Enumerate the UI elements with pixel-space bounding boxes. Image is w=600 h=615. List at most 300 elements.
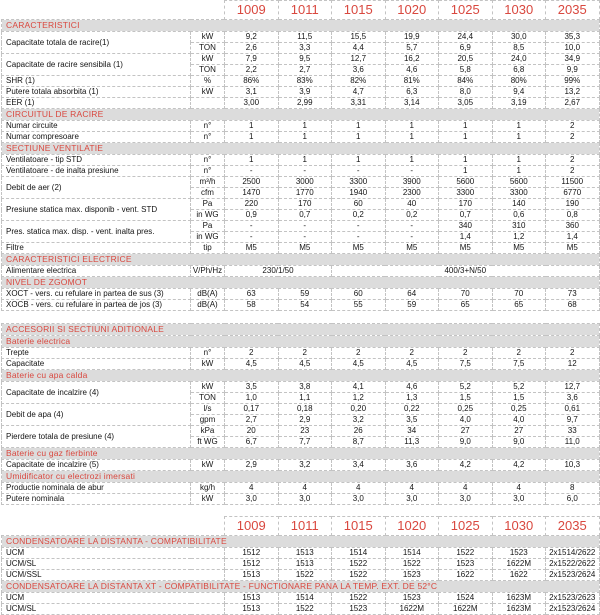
value-cell: - [225,232,279,243]
row-label: Numar compresoare [2,132,191,143]
value-cell: 3,2 [332,415,386,426]
value-cell: 12 [546,359,600,370]
value-cell: 65 [439,300,493,311]
value-cell: 3,0 [385,494,439,505]
table-row [2,221,600,232]
value-cell: 0,7 [439,210,493,221]
value-cell: 2300 [385,188,439,199]
value-cell: 8 [546,483,600,494]
value-cell: 1 [332,155,386,166]
unit-cell: TON [191,393,225,404]
model-cell: 1011 [278,1,332,20]
row-label: UCM [2,548,225,559]
value-cell: 1523 [492,548,546,559]
value-cell: - [225,221,279,232]
value-cell: 3,2 [278,460,332,471]
value-cell: 2 [439,348,493,359]
value-cell: 35,3 [546,32,600,43]
value-cell: 2x1523/2624 [546,604,600,615]
value-cell: 9,9 [546,65,600,76]
value-cell: 1,5 [492,393,546,404]
value-cell: 1 [385,132,439,143]
value-cell: 3,0 [225,494,279,505]
value-cell: 40 [385,199,439,210]
models-header-row [2,517,600,536]
value-cell: 4,0 [492,415,546,426]
row-label: Debit de aer (2) [2,177,191,199]
value-cell: 0,61 [546,404,600,415]
value-cell: 1622 [492,570,546,581]
value-cell: 0,18 [278,404,332,415]
unit-cell: m³/h [191,177,225,188]
value-cell: 1514 [278,593,332,604]
value-cell: - [332,232,386,243]
value-cell: 1523 [385,593,439,604]
unit-cell: kW [191,494,225,505]
table-row [2,243,600,254]
table-row [2,166,600,177]
value-cell: 1770 [278,188,332,199]
value-cell: 310 [492,221,546,232]
value-cell: 4 [439,483,493,494]
value-cell: 1,0 [225,393,279,404]
section-title: Baterie cu apa calda [2,370,600,382]
value-cell: 24,4 [439,32,493,43]
value-cell: 1940 [332,188,386,199]
value-cell: 7,9 [225,54,279,65]
unit-cell: kW [191,460,225,471]
model-cell: 1015 [332,517,386,536]
value-cell: 5,2 [492,382,546,393]
value-cell: 2,2 [225,65,279,76]
unit-cell: V/Ph/Hz [191,266,225,277]
value-cell: 64 [385,289,439,300]
value-cell: - [332,166,386,177]
value-cell: 2 [492,348,546,359]
models-header-spacer [2,1,225,20]
model-cell: 1025 [439,517,493,536]
value-cell: 1,3 [385,393,439,404]
table-row [2,593,600,604]
value-cell: 1,1 [278,393,332,404]
table-row [2,382,600,393]
value-cell: 8,7 [332,437,386,448]
value-cell: 1,2 [492,232,546,243]
value-cell: 1,5 [439,393,493,404]
value-cell: 1513 [225,604,279,615]
value-cell: 1522 [332,559,386,570]
row-label: Pierdere totala de presiune (4) [2,426,191,448]
value-cell: 2x1522/2622 [546,559,600,570]
value-cell: 6,0 [546,494,600,505]
value-cell: M5 [225,243,279,254]
value-cell: 1,4 [546,232,600,243]
value-cell: 3,6 [546,393,600,404]
value-cell: 1 [385,155,439,166]
value-cell: 20,5 [439,54,493,65]
subsection-header-row [2,448,600,460]
value-cell: 3,31 [332,98,386,109]
value-cell: 2 [278,348,332,359]
value-cell: 6,9 [439,43,493,54]
value-cell: 86% [225,76,279,87]
model-cell: 1030 [492,517,546,536]
row-label: Capacitate totala de racire(1) [2,32,191,54]
value-cell: 7,5 [439,359,493,370]
value-cell: 1514 [385,548,439,559]
model-cell: 1009 [225,517,279,536]
value-cell: 2 [332,348,386,359]
value-cell: 140 [492,199,546,210]
value-cell: 6,8 [492,65,546,76]
value-cell: 5600 [439,177,493,188]
table-row [2,604,600,615]
value-cell: 3300 [332,177,386,188]
row-label: SHR (1) [2,76,191,87]
value-cell: 1514 [332,548,386,559]
value-cell: - [278,232,332,243]
table-row [2,559,600,570]
unit-cell: TON [191,65,225,76]
value-cell: 1622M [492,559,546,570]
value-cell: 68 [546,300,600,311]
value-cell: 1522 [332,570,386,581]
model-cell: 1011 [278,517,332,536]
value-cell: M5 [332,243,386,254]
value-cell: 70 [439,289,493,300]
value-cell: 55 [332,300,386,311]
value-cell: 59 [278,289,332,300]
value-cell: 3,5 [225,382,279,393]
value-cell: 4,0 [439,415,493,426]
value-cell: 10,3 [546,460,600,471]
condensers-table [1,516,600,615]
value-cell: - [278,166,332,177]
value-cell: 0,25 [492,404,546,415]
table-row [2,300,600,311]
value-cell: 1522 [332,593,386,604]
unit-cell: l/s [191,404,225,415]
value-cell: 34,9 [546,54,600,65]
table-row [2,266,600,277]
value-cell: 2 [546,155,600,166]
unit-cell: kW [191,32,225,43]
value-cell: 6,3 [385,87,439,98]
model-cell: 2035 [546,1,600,20]
condensers-table-body [2,517,600,615]
unit-cell: in WG [191,210,225,221]
value-cell: 1 [278,132,332,143]
value-cell: 0,20 [332,404,386,415]
row-label: UCM [2,593,225,604]
section-title: CONDENSATOARE LA DISTANTA XT - COMPATIBILITATE - FUNCTIONARE PANA LA TEMP. EXT. DE 52°C [2,581,600,593]
value-cell: 3,5 [385,415,439,426]
value-cell: 0,8 [546,210,600,221]
model-cell: 2035 [546,517,600,536]
table-row [2,570,600,581]
table-row [2,54,600,65]
value-cell: 4,6 [385,65,439,76]
value-cell: M5 [278,243,332,254]
models-header-spacer [2,517,225,536]
value-cell: 16,2 [385,54,439,65]
value-cell: 3,3 [278,43,332,54]
value-cell: 1623M [492,604,546,615]
value-cell: 6,7 [225,437,279,448]
value-cell: 1,2 [332,393,386,404]
row-label: Capacitate de racire sensibila (1) [2,54,191,76]
unit-cell: n° [191,155,225,166]
value-cell: 27 [439,426,493,437]
unit-cell: kg/h [191,483,225,494]
value-cell: 11500 [546,177,600,188]
table-row [2,348,600,359]
value-cell: 23 [278,426,332,437]
unit-cell: gpm [191,415,225,426]
value-cell: 63 [225,289,279,300]
value-cell: 1470 [225,188,279,199]
value-cell: 1622M [385,604,439,615]
table-row [2,98,600,109]
row-label: Capacitate [2,359,191,370]
unit-cell: cfm [191,188,225,199]
value-cell: - [332,221,386,232]
model-cell: 1020 [385,517,439,536]
value-cell: 30,0 [492,32,546,43]
value-cell: 1523 [332,604,386,615]
value-cell: 4,4 [332,43,386,54]
value-cell: 170 [278,199,332,210]
value-cell: 1523 [439,559,493,570]
value-cell: 1513 [278,559,332,570]
value-cell: 4,1 [332,382,386,393]
value-cell: 15,5 [332,32,386,43]
unit-cell: in WG [191,232,225,243]
model-cell: 1020 [385,1,439,20]
value-cell: 2 [546,348,600,359]
value-cell: 70 [492,289,546,300]
row-label: Capacitate de incalzire (5) [2,460,191,471]
value-cell: 3,05 [439,98,493,109]
row-label: Presiune statica max. disponib - vent. STD [2,199,191,221]
value-cell: 81% [385,76,439,87]
value-cell: 1512 [225,559,279,570]
value-cell: 4,6 [385,382,439,393]
value-cell: - [278,221,332,232]
value-cell: M5 [439,243,493,254]
value-cell: 1524 [439,593,493,604]
value-cell: 9,0 [439,437,493,448]
section-header-row [2,20,600,32]
value-cell: 58 [225,300,279,311]
value-cell: 1 [278,121,332,132]
value-cell: 400/3+N/50 [332,266,600,277]
value-cell: 1 [278,155,332,166]
value-cell: 230/1/50 [225,266,332,277]
value-cell: 1 [492,121,546,132]
value-cell: 60 [332,289,386,300]
value-cell: 9,7 [546,415,600,426]
value-cell: 4,5 [278,359,332,370]
section-title: CARACTERISTICI [2,20,600,32]
row-label: Filtre [2,243,191,254]
value-cell: 83% [278,76,332,87]
table-row [2,460,600,471]
row-label: Putere nominala [2,494,191,505]
value-cell: 20 [225,426,279,437]
value-cell: 4,5 [225,359,279,370]
value-cell: 2,6 [225,43,279,54]
table-row [2,426,600,437]
unit-cell: dB(A) [191,289,225,300]
value-cell: 3,9 [278,87,332,98]
table-row [2,199,600,210]
value-cell: 11,3 [385,437,439,448]
value-cell: 3,0 [278,494,332,505]
value-cell: 11,5 [278,32,332,43]
models-header-row [2,1,600,20]
value-cell: 11,0 [546,437,600,448]
value-cell: 80% [492,76,546,87]
value-cell: 2 [546,121,600,132]
row-label: Ventilatoare - de inalta presiune [2,166,191,177]
value-cell: 1 [439,155,493,166]
section-title: SECTIUNE VENTILATIE [2,143,600,155]
unit-cell: tip [191,243,225,254]
value-cell: 4,5 [332,359,386,370]
value-cell: 4 [278,483,332,494]
value-cell: M5 [546,243,600,254]
value-cell: 1523 [385,570,439,581]
value-cell: 2 [546,132,600,143]
value-cell: 3300 [439,188,493,199]
row-label: UCM/SSL [2,570,225,581]
value-cell: 3,19 [492,98,546,109]
value-cell: 3,8 [278,382,332,393]
value-cell: 2x1514/2622 [546,548,600,559]
value-cell: 4 [332,483,386,494]
unit-cell: n° [191,166,225,177]
value-cell: 73 [546,289,600,300]
value-cell: 1 [225,132,279,143]
table-row [2,87,600,98]
unit-cell: n° [191,132,225,143]
value-cell: 9,0 [492,437,546,448]
row-label: Productie nominala de abur [2,483,191,494]
spacer [2,311,600,324]
value-cell: 2 [225,348,279,359]
value-cell: 5600 [492,177,546,188]
section-header-row [2,109,600,121]
value-cell: 1522 [278,604,332,615]
value-cell: 4,2 [492,460,546,471]
value-cell: 340 [439,221,493,232]
subsection-header-row [2,370,600,382]
unit-cell: kW [191,87,225,98]
table-row [2,548,600,559]
value-cell: 2,9 [278,415,332,426]
table-row [2,404,600,415]
row-label: Numar circuite [2,121,191,132]
value-cell: 2,99 [278,98,332,109]
unit-cell: Pa [191,221,225,232]
section-header-row [2,581,600,593]
value-cell: 1513 [225,570,279,581]
unit-cell: dB(A) [191,300,225,311]
row-label: Ventilatoare - tip STD [2,155,191,166]
value-cell: 170 [439,199,493,210]
value-cell: 4 [225,483,279,494]
unit-cell [191,98,225,109]
value-cell: 2500 [225,177,279,188]
section-title: CIRCUITUL DE RACIRE [2,109,600,121]
value-cell: 4,7 [332,87,386,98]
value-cell: 4,5 [385,359,439,370]
value-cell: 1 [385,121,439,132]
value-cell: 7,5 [492,359,546,370]
value-cell: 1 [225,155,279,166]
value-cell: 3,0 [492,494,546,505]
table-row [2,76,600,87]
section-header-row [2,277,600,289]
value-cell: 220 [225,199,279,210]
row-label: Pres. statica max. disp. - vent. inalta pres. [2,221,191,243]
value-cell: M5 [385,243,439,254]
section-title: Baterie electrica [2,336,600,348]
value-cell: 9,5 [278,54,332,65]
value-cell: 10,0 [546,43,600,54]
spec-table-body [2,1,600,505]
value-cell: - [225,166,279,177]
value-cell: 27 [492,426,546,437]
model-cell: 1009 [225,1,279,20]
row-label: Putere totala absorbita (1) [2,87,191,98]
value-cell: 1522 [439,548,493,559]
value-cell: 0,7 [278,210,332,221]
value-cell: 3,1 [225,87,279,98]
table-row [2,132,600,143]
value-cell: 3,6 [332,65,386,76]
value-cell: 3,6 [385,460,439,471]
row-label: EER (1) [2,98,191,109]
value-cell: 1 [492,132,546,143]
section-header-row [2,254,600,266]
table-row [2,121,600,132]
value-cell: 1 [332,132,386,143]
value-cell: 26 [332,426,386,437]
model-cell: 1015 [332,1,386,20]
value-cell: 4 [385,483,439,494]
value-cell: 84% [439,76,493,87]
value-cell: 8,0 [439,87,493,98]
value-cell: 2,7 [278,65,332,76]
subsection-header-row [2,471,600,483]
row-label: XOCB - vers. cu refulare in partea de jos (3) [2,300,191,311]
unit-cell: kPa [191,426,225,437]
value-cell: 5,2 [439,382,493,393]
value-cell: 3,0 [332,494,386,505]
value-cell: 2,9 [225,460,279,471]
value-cell: 1512 [225,548,279,559]
table-row [2,494,600,505]
value-cell: 7,7 [278,437,332,448]
value-cell: 3,0 [439,494,493,505]
value-cell: 9,2 [225,32,279,43]
section-header-row [2,324,600,336]
value-cell: 82% [332,76,386,87]
value-cell: 24,0 [492,54,546,65]
value-cell: - [385,221,439,232]
